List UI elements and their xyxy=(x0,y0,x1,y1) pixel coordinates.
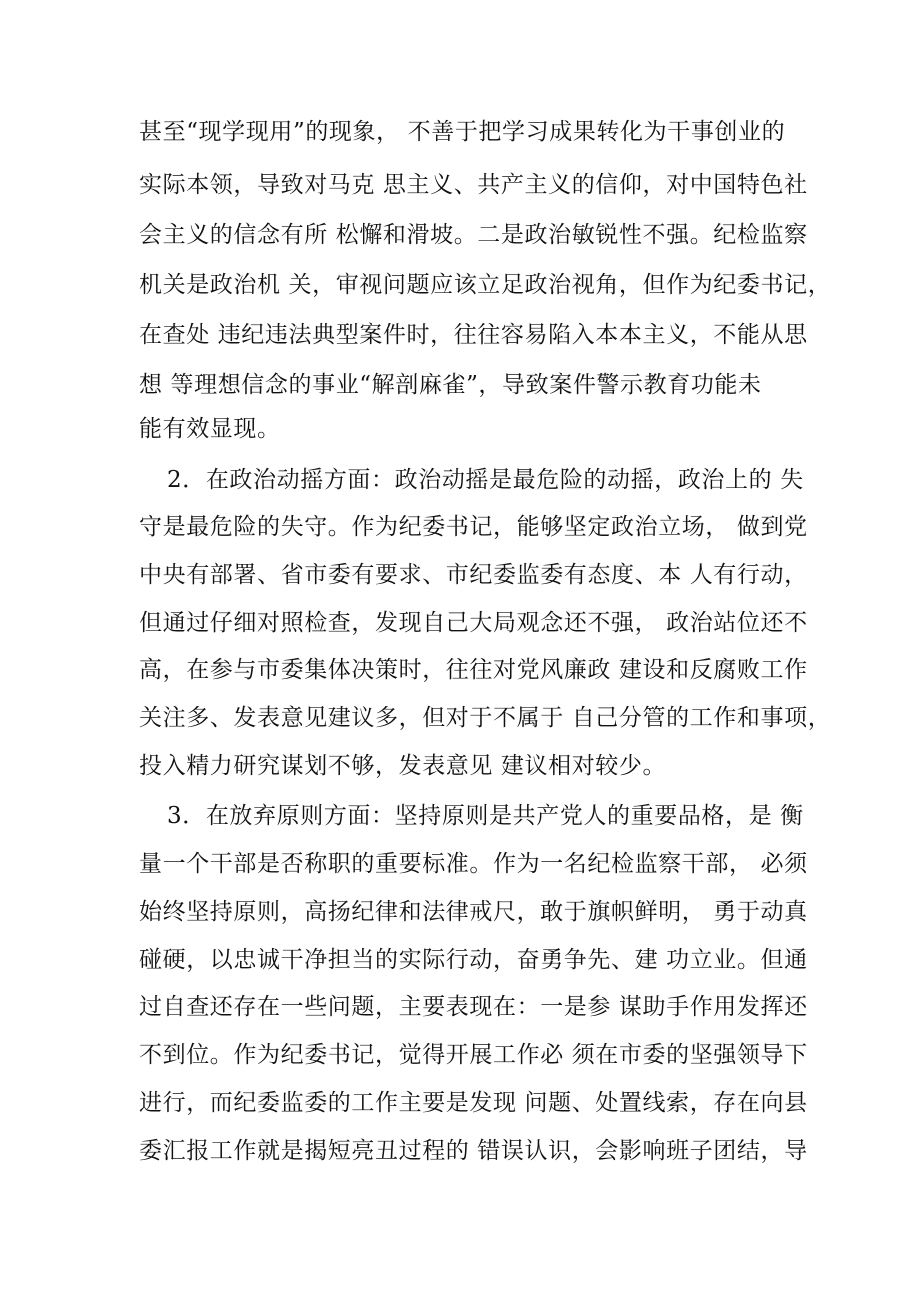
paragraph-3-line-7: 进行，而纪委监委的工作主要是发现 问题、处置线索，存在向县 xyxy=(139,1090,808,1116)
paragraph-2-line-2: 守是最危险的失守。作为纪委书记，能够坚定政治立场， 做到党 xyxy=(139,514,808,540)
paragraph-3-line-4: 碰硬，以忠诚干净担当的实际行动，奋勇争先、建 功立业。但通 xyxy=(139,947,808,973)
paragraph-1-line-4: 机关是政治机 关，审视问题应该立足政治视角，但作为纪委书记， xyxy=(139,272,832,298)
paragraph-2-line-1: 2．在政治动摇方面：政治动摇是最危险的动摇，政治上的 失 xyxy=(167,467,804,493)
paragraph-2-line-7: 投入精力研究谋划不够，发表意见 建议相对较少。 xyxy=(139,753,667,779)
paragraph-2-line-6: 关注多、发表意见建议多，但对于不属于 自己分管的工作和事项， xyxy=(139,705,832,731)
paragraph-1-line-5: 在查处 违纪违法典型案件时，往往容易陷入本本主义，不能从思 xyxy=(139,322,808,348)
paragraph-3-line-5: 过自查还存在一些问题，主要表现在：一是参 谋助手作用发挥还 xyxy=(139,994,808,1020)
paragraph-1-line-6: 想 等理想信念的事业“解剖麻雀”，导致案件警示教育功能未 xyxy=(139,372,762,398)
paragraph-1-line-7: 能有效显现。 xyxy=(139,416,281,442)
paragraph-3-line-2: 量一个干部是否称职的重要标准。作为一名纪检监察干部， 必须 xyxy=(139,851,808,877)
paragraph-1-line-2: 实际本领，导致对马克 思主义、共产主义的信仰，对中国特色社 xyxy=(139,172,808,198)
paragraph-3-line-8: 委汇报工作就是揭短亮丑过程的 错误认识，会影响班子团结，导 xyxy=(139,1138,808,1164)
paragraph-1-line-3: 会主义的信念有所 松懈和滑坡。二是政治敏锐性不强。纪检监察 xyxy=(139,222,808,248)
paragraph-3-line-3: 始终坚持原则，高扬纪律和法律戒尺，敢于旗帜鲜明， 勇于动真 xyxy=(139,899,808,925)
paragraph-3-line-6: 不到位。作为纪委书记，觉得开展工作必 须在市委的坚强领导下 xyxy=(139,1042,808,1068)
paragraph-2-line-3: 中央有部署、省市委有要求、市纪委监委有态度、本 人有行动， xyxy=(139,562,808,588)
paragraph-2-line-5: 高，在参与市委集体决策时，往往对党风廉政 建设和反腐败工作 xyxy=(139,657,808,683)
paragraph-3-line-1: 3．在放弃原则方面：坚持原则是共产党人的重要品格，是 衡 xyxy=(167,803,804,829)
paragraph-1-line-1: 甚至“现学现用”的现象， 不善于把学习成果转化为干事创业的 xyxy=(139,119,786,145)
paragraph-2-line-4: 但通过仔细对照检查，发现自己大局观念还不强， 政治站位还不 xyxy=(139,610,808,636)
